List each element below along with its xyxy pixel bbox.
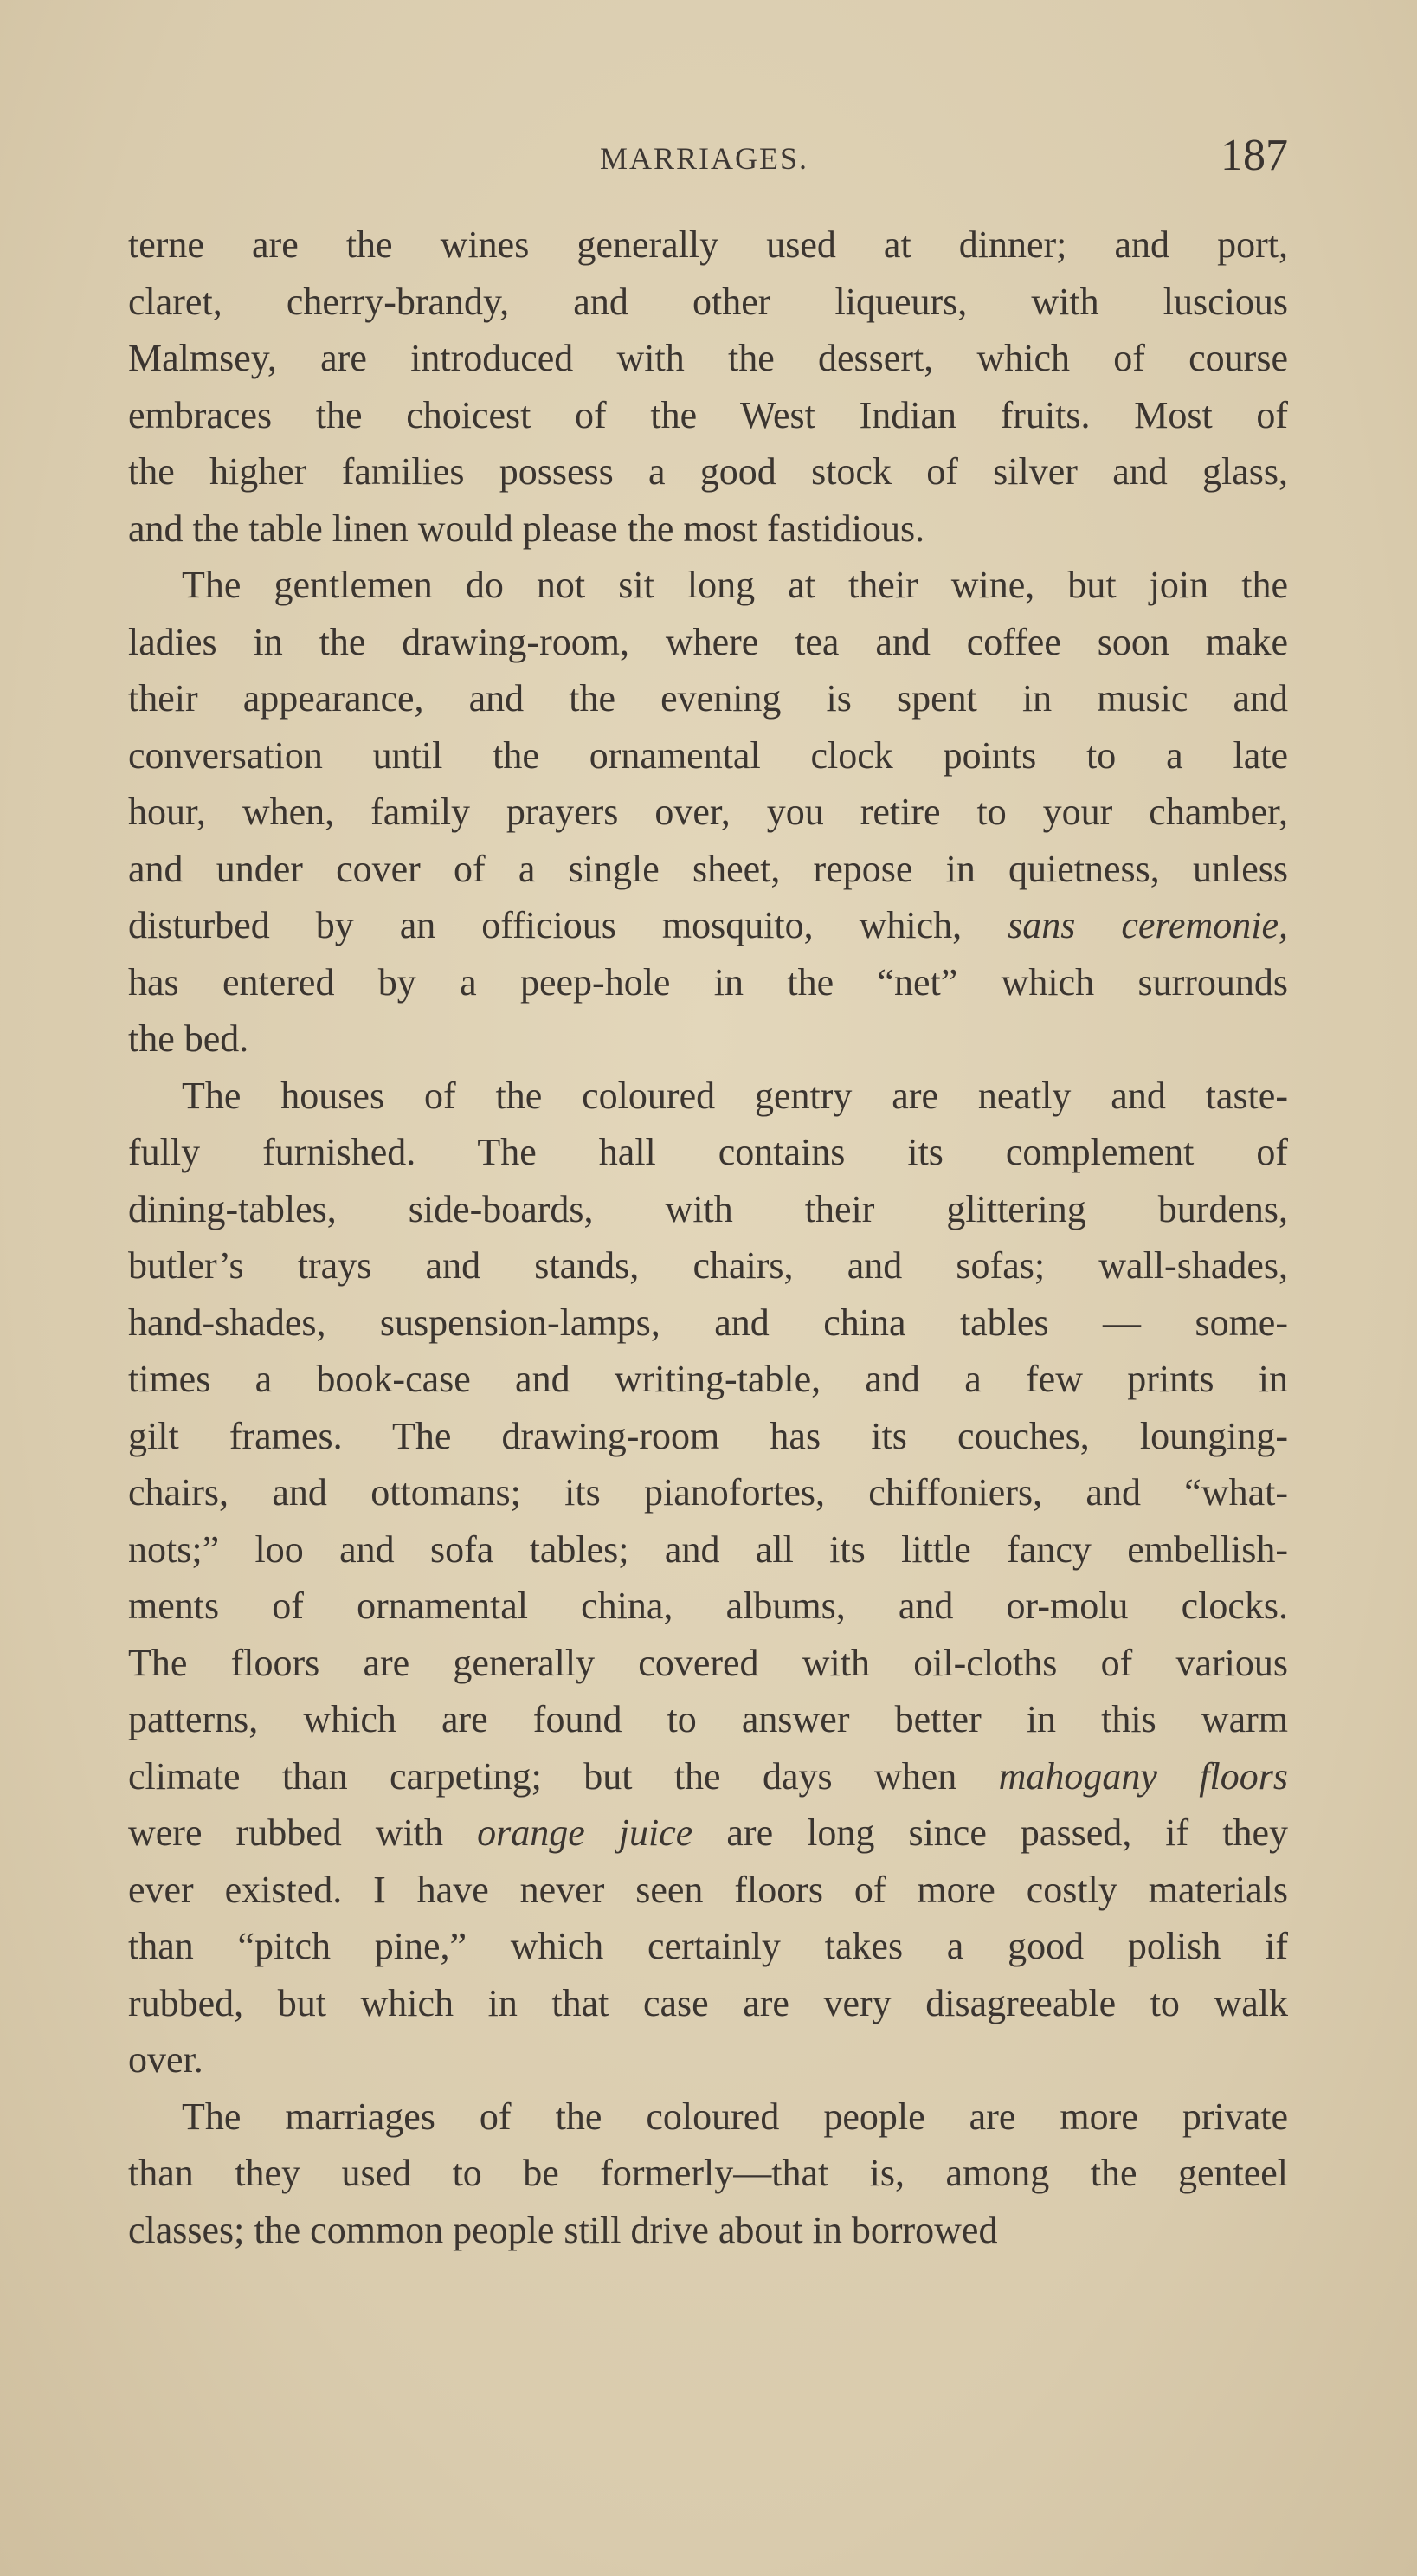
italic-text: mahogany floors: [998, 1754, 1288, 1798]
text-line: ments of ornamental china, albums, and or-molu clocks.: [128, 1585, 1288, 1627]
text-line: the bed.: [128, 1017, 249, 1060]
text-line: conversation until the ornamental clock points to a late: [128, 733, 1288, 777]
text-line: The houses of the coloured gentry are neatly and taste-: [182, 1074, 1288, 1117]
text-line: gilt frames. The drawing-room has its couches, lounging-: [128, 1414, 1288, 1457]
text-line: claret, cherry-brandy, and other liqueurs, with luscious: [128, 280, 1288, 323]
text-line: times a book-case and writing-table, and a few prints in: [128, 1358, 1288, 1400]
text-line: terne are the wines generally used at dinner; and port,: [128, 223, 1288, 266]
text-line: the higher families possess a good stock of silver and glass,: [128, 450, 1288, 493]
text-line: chairs, and ottomans; its pianofortes, chiffoniers, and “what-: [128, 1471, 1288, 1514]
text-line: than “pitch pine,” which certainly takes a good polish if: [128, 1925, 1288, 1967]
text-line: than they used to be formerly—that is, among the genteel: [128, 2152, 1288, 2194]
running-head: [128, 130, 1288, 190]
text-line: and under cover of a single sheet, repose in quietness, unless: [128, 847, 1288, 890]
text-line: The marriages of the coloured people are more private: [182, 2095, 1288, 2138]
text-line: were rubbed with orange juice are long since passed, if they: [128, 1811, 1288, 1854]
text-line: ladies in the drawing-room, where tea and coffee soon make: [128, 620, 1288, 663]
text-line: fully furnished. The hall contains its complement of: [128, 1131, 1288, 1173]
text-line: butler’s trays and stands, chairs, and sofas; wall-shades,: [128, 1244, 1288, 1287]
italic-text: orange juice: [477, 1811, 693, 1854]
text-line: The gentlemen do not sit long at their wine, but join the: [182, 564, 1288, 606]
text-line: their appearance, and the evening is spent in music and: [128, 677, 1288, 720]
text-line: patterns, which are found to answer better in this warm: [128, 1698, 1288, 1740]
text-line: has entered by a peep-hole in the “net” which surrounds: [128, 960, 1288, 1004]
text-line: over.: [128, 2038, 203, 2081]
body-text: [128, 216, 1288, 2258]
text-line: ever existed. I have never seen floors of more costly materials: [128, 1868, 1288, 1911]
text-line: Malmsey, are introduced with the dessert, which of course: [128, 337, 1288, 379]
text-line: rubbed, but which in that case are very disagreeable to walk: [128, 1981, 1288, 2024]
text-line: and the table linen would please the most fastidious.: [128, 507, 925, 550]
text-line: classes; the common people still drive about in borrowed: [128, 2208, 998, 2251]
text-line: hour, when, family prayers over, you retire to your chamber,: [128, 791, 1288, 833]
text-line: disturbed by an officious mosquito, which, sans ceremonie,: [128, 904, 1288, 946]
italic-text: sans ceremonie,: [1008, 904, 1288, 946]
running-head-title: MARRIAGES.: [600, 141, 809, 176]
text-line: hand-shades, suspension-lamps, and china tables — some-: [128, 1301, 1288, 1344]
text-line: climate than carpeting; but the days when mahogany floors: [128, 1754, 1288, 1798]
page-number: 187: [1221, 131, 1288, 180]
text-line: dining-tables, side-boards, with their glittering burdens,: [128, 1187, 1288, 1230]
text-line: The floors are generally covered with oil-cloths of various: [128, 1641, 1288, 1684]
text-line: nots;” loo and sofa tables; and all its little fancy embellish-: [128, 1527, 1288, 1571]
text-line: embraces the choicest of the West Indian fruits. Most of: [128, 393, 1288, 436]
